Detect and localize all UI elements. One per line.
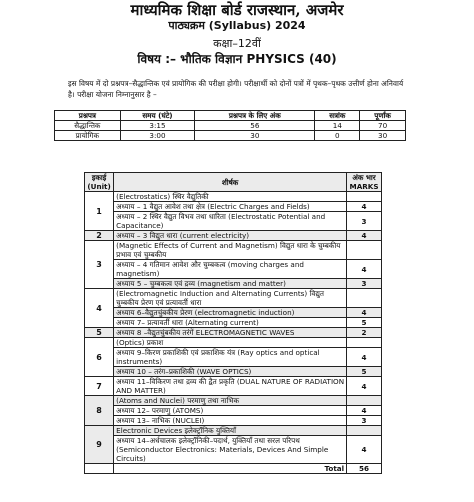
topic-text: Electronic Devices इलेक्ट्रॉनिक युक्तियाँ (114, 426, 347, 436)
time-value: 3:15 (120, 121, 194, 131)
topic-marks (347, 289, 382, 308)
topic-marks (347, 241, 382, 260)
unit-number: 3 (85, 241, 114, 289)
table-row (85, 318, 382, 328)
paper-name: सैद्धान्तिक (55, 121, 121, 131)
topic-marks: 5 (347, 318, 382, 328)
table-row (85, 348, 382, 367)
table-row (85, 279, 382, 289)
table-row (85, 367, 382, 377)
topic-text: अध्याय 6–वैद्युतचुंबकीय प्रेरण (electromagnetic induction) (114, 308, 347, 318)
topic-marks: 2 (347, 328, 382, 338)
topic-text: अध्याय 14–अर्धचालक इलेक्ट्रॉनिकी–पदार्थ, युक्तियाँ तथा सरल परिपथ (Semiconductor Electronics: Materials, Devices And Simple Circuits) (114, 436, 347, 464)
table-row (85, 289, 382, 308)
topic-marks: 3 (347, 416, 382, 426)
table-row (85, 328, 382, 338)
table-row (85, 260, 382, 279)
total-value: 70 (360, 121, 406, 131)
topic-text: अध्याय – 4 गतिमान आवेश और चुम्बकत्व (moving charges and magnetism) (114, 260, 347, 279)
paper-name: प्रायोगिक (55, 131, 121, 141)
topic-marks: 4 (347, 260, 382, 279)
table-row (85, 241, 382, 260)
units-header-row (85, 173, 382, 192)
board-title: माध्यमिक शिक्षा बोर्ड राजस्थान, अजमेर (130, 1, 344, 19)
topic-text: (Magnetic Effects of Current and Magnetism) विद्युत धारा के चुम्बकीय प्रभाव एवं चुम्बकीय (114, 241, 347, 260)
topic-text: (Atoms and Nuclei) परमाणु तथा नाभिक (114, 396, 347, 406)
table-row (85, 377, 382, 396)
total-row (85, 464, 382, 474)
unit-number: 8 (85, 396, 114, 426)
exam-intro-paragraph: इस विषय में दो प्रश्नपत्र–सैद्धान्तिक एवं प्रायोगिक की परीक्षा होगी। परीक्षार्थी को दोनों पत्रों में पृथक–पृथक उत्तीर्ण होना अनिवार्य है। परीक्षा योजना निम्नानुसार है – (68, 79, 404, 99)
unit-number: 6 (85, 338, 114, 377)
topic-marks (347, 192, 382, 202)
topic-text: अध्याय 13– नाभिक (NUCLEI) (114, 416, 347, 426)
topic-text: अध्याय – 2 स्थिर वैद्युत विभव तथा धारिता (Electrostatic Potential and Capacitance) (114, 212, 347, 231)
col-header-title: शीर्षक (114, 173, 347, 192)
table-row (55, 121, 406, 131)
topic-marks (347, 426, 382, 436)
col-header-paper: प्रश्नपत्र (55, 111, 121, 121)
table-row (85, 231, 382, 241)
sessional-value: 0 (315, 131, 360, 141)
class-label: कक्षा–12वीं (213, 37, 261, 50)
topic-marks: 4 (347, 377, 382, 396)
time-value: 3:00 (120, 131, 194, 141)
subject-title: विषय :– भौतिक विज्ञान PHYSICS (40) (137, 52, 337, 66)
topic-text: अध्याय 11–विकिरण तथा द्रव्य की द्वैत प्रकृति (DUAL NATURE OF RADIATION AND MATTER) (114, 377, 347, 396)
col-header-paper-marks: प्रश्नपत्र के लिए अंक (195, 111, 315, 121)
topic-marks: 4 (347, 231, 382, 241)
topic-marks: 4 (347, 348, 382, 367)
unit-number: 1 (85, 192, 114, 231)
topic-marks: 4 (347, 436, 382, 464)
table-row (85, 212, 382, 231)
topic-text: अध्याय 10 – तरंग–प्रकाशिकी (WAVE OPTICS) (114, 367, 347, 377)
topic-marks: 3 (347, 279, 382, 289)
sessional-value: 14 (315, 121, 360, 131)
topic-text: (Electrostatics) स्थिर वैद्युतिकी (114, 192, 347, 202)
table-row (85, 406, 382, 416)
paper-marks-value: 30 (195, 131, 315, 141)
total-spacer (85, 464, 114, 474)
topic-marks: 4 (347, 202, 382, 212)
topic-text: अध्याय – 1 वैद्युत आवेश तथा क्षेत्र (Electric Charges and Fields) (114, 202, 347, 212)
topic-text: अध्याय 5 – चुम्बकत्व एवं द्रव्य (magnetism and matter) (114, 279, 347, 289)
unit-number: 5 (85, 328, 114, 338)
table-row (85, 426, 382, 436)
topic-marks: 4 (347, 406, 382, 416)
col-header-marks: अंक भार MARKS (347, 173, 382, 192)
topic-text: अध्याय 9–किरण प्रकाशिकी एवं प्रकाशिक यंत्र (Ray optics and optical instruments) (114, 348, 347, 367)
unit-number: 9 (85, 426, 114, 464)
unit-number: 4 (85, 289, 114, 328)
topic-marks (347, 338, 382, 348)
topic-text: अध्याय 12– परमाणु (ATOMS) (114, 406, 347, 416)
col-header-sessional: सत्रांक (315, 111, 360, 121)
topic-text: (Optics) प्रकाश (114, 338, 347, 348)
table-row (85, 192, 382, 202)
unit-number: 2 (85, 231, 114, 241)
topic-text: अध्याय 8 –वैद्युतचुंबकीय तरंगें ELECTROMAGNETIC WAVES (114, 328, 347, 338)
units-table (84, 172, 382, 474)
col-header-time: समय (घंटे) (120, 111, 194, 121)
col-header-unit: इकाई (Unit) (85, 173, 114, 192)
topic-marks (347, 396, 382, 406)
topic-text: अध्याय 7– प्रत्यावर्ती धारा (Alternating current) (114, 318, 347, 328)
table-row (85, 202, 382, 212)
unit-number: 7 (85, 377, 114, 396)
syllabus-title: पाठ्यक्रम (Syllabus) 2024 (168, 19, 306, 32)
table-row (85, 396, 382, 406)
topic-text: (Electromagnetic Induction and Alternating Currents) विद्युत चुम्बकीय प्रेरण एवं प्रत्यावर्ती धारा (114, 289, 347, 308)
total-marks: 56 (347, 464, 382, 474)
table-row (85, 436, 382, 464)
table-row (85, 338, 382, 348)
topic-marks: 5 (347, 367, 382, 377)
total-label: Total (114, 464, 347, 474)
table-row (85, 416, 382, 426)
topic-marks: 4 (347, 308, 382, 318)
col-header-total: पूर्णांक (360, 111, 406, 121)
exam-scheme-table (54, 110, 406, 141)
table-row (55, 131, 406, 141)
exam-scheme-header-row (55, 111, 406, 121)
topic-marks: 3 (347, 212, 382, 231)
topic-text: अध्याय – 3 विद्युत धारा (current electricity) (114, 231, 347, 241)
total-value: 30 (360, 131, 406, 141)
paper-marks-value: 56 (195, 121, 315, 131)
table-row (85, 308, 382, 318)
